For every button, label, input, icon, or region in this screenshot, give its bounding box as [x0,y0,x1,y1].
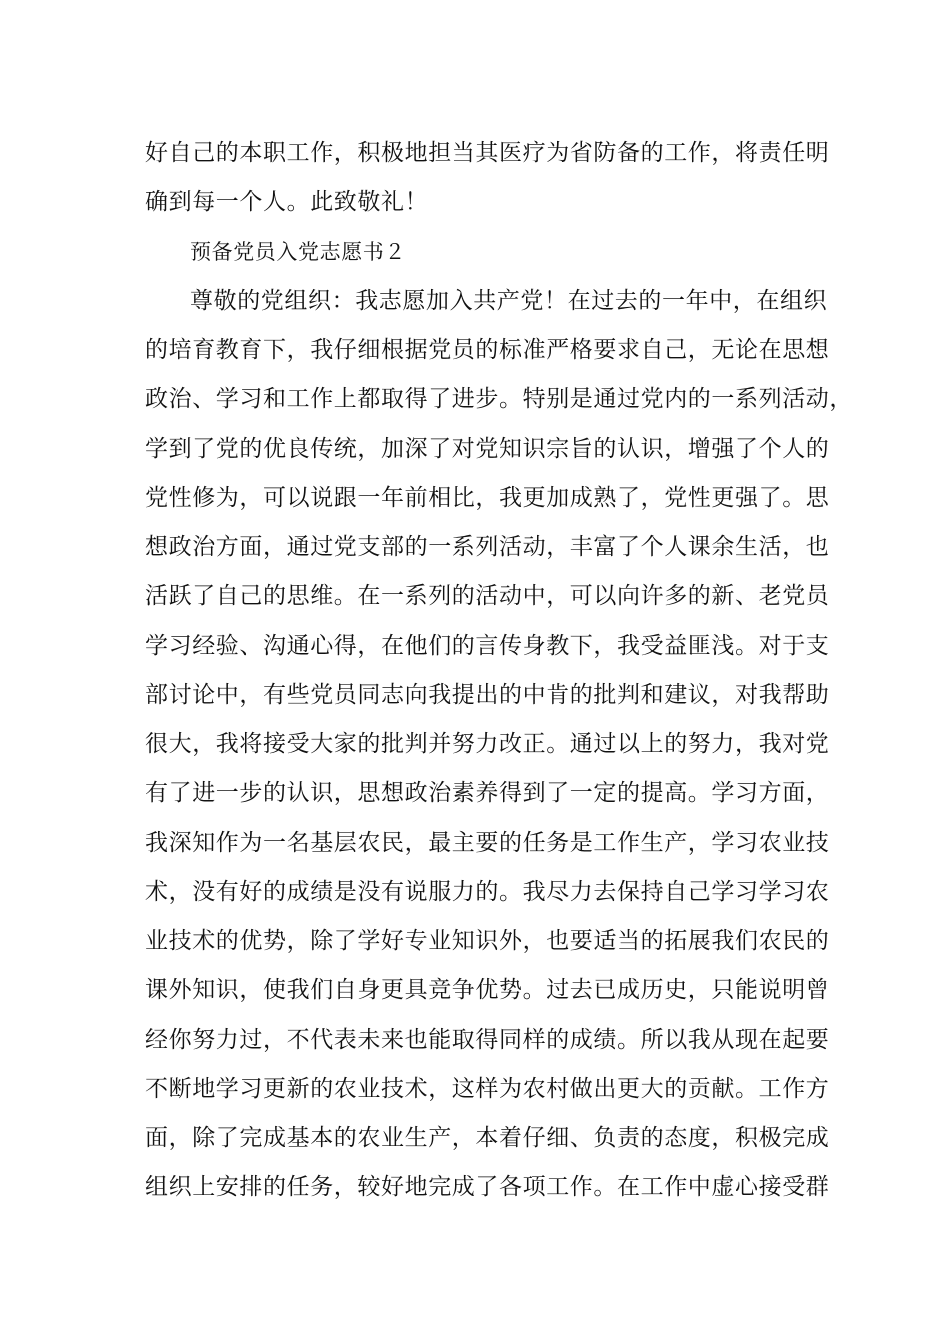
paragraph-line: 尊敬的党组织：我志愿加入共产党！在过去的一年中，在组织 [190,288,828,314]
paragraph-line: 不断地学习更新的农业技术，这样为农村做出更大的贡献。工作方 [145,1076,830,1102]
paragraph-line: 想政治方面，通过党支部的一系列活动，丰富了个人课余生活，也 [145,534,830,560]
paragraph-line: 活跃了自己的思维。在一系列的活动中，可以向许多的新、老党员 [145,583,830,609]
paragraph-line: 有了进一步的认识，思想政治素养得到了一定的提高。学习方面， [145,780,830,806]
section-title: 预备党员入党志愿书２ [190,240,406,264]
paragraph-line: 业技术的优势，除了学好专业知识外，也要适当的拓展我们农民的 [145,928,830,954]
paragraph-line: 课外知识，使我们自身更具竞争优势。过去已成历史，只能说明曾 [145,977,830,1003]
paragraph-line: 确到每一个人。此致敬礼！ [145,189,429,215]
paragraph-line: 组织上安排的任务，较好地完成了各项工作。在工作中虚心接受群 [145,1174,830,1200]
paragraph-line: 部讨论中，有些党员同志向我提出的中肯的批判和建议，对我帮助 [145,682,830,708]
paragraph-line: 术，没有好的成绩是没有说服力的。我尽力去保持自己学习学习农 [145,879,830,905]
paragraph-line: 党性修为，可以说跟一年前相比，我更加成熟了，党性更强了。思 [145,485,830,511]
paragraph-line: 学到了党的优良传统，加深了对党知识宗旨的认识，增强了个人的 [145,436,830,462]
paragraph-line: 我深知作为一名基层农民，最主要的任务是工作生产，学习农业技 [145,830,830,856]
paragraph-line: 好自己的本职工作，积极地担当其医疗为省防备的工作，将责任明 [145,140,830,166]
paragraph-line: 政治、学习和工作上都取得了进步。特别是通过党内的一系列活动， [145,386,853,412]
paragraph-line: 很大，我将接受大家的批判并努力改正。通过以上的努力，我对党 [145,731,830,757]
paragraph-line: 学习经验、沟通心得，在他们的言传身教下，我受益匪浅。对于支 [145,633,830,659]
paragraph-line: 经你努力过，不代表未来也能取得同样的成绩。所以我从现在起要 [145,1027,830,1053]
paragraph-line: 的培育教育下，我仔细根据党员的标准严格要求自己，无论在思想 [145,337,830,363]
paragraph-line: 面，除了完成基本的农业生产，本着仔细、负责的态度，积极完成 [145,1125,830,1151]
